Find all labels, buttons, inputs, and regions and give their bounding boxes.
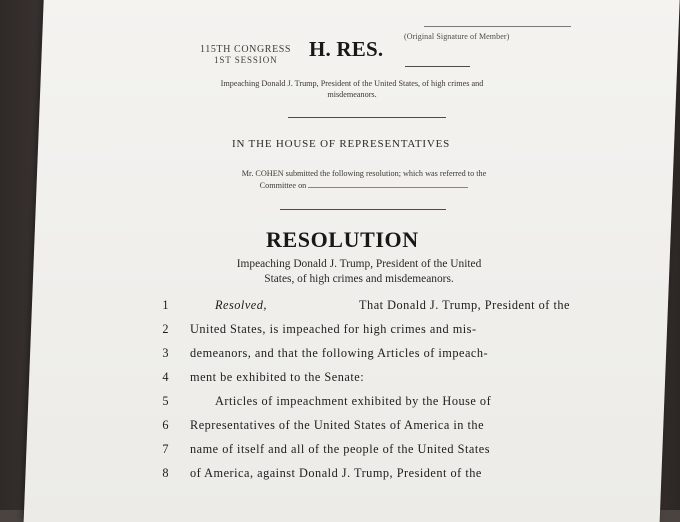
text-line (155, 322, 575, 346)
text-line (155, 370, 575, 394)
line-content: Representatives of the United States of America in the (190, 418, 485, 432)
line-text (190, 322, 570, 337)
divider-rule (280, 209, 446, 210)
line-text (190, 370, 570, 385)
divider-rule (288, 117, 446, 118)
line-content: United States, is impeached for high crimes and mis- (190, 322, 477, 336)
line-number: 4 (162, 370, 169, 384)
intro-committee: Committee on (259, 181, 307, 190)
resolved-clause: Resolved, (215, 298, 267, 312)
signature-line (424, 26, 571, 27)
line-number: 2 (162, 322, 169, 336)
line-content: That Donald J. Trump, President of the (359, 298, 570, 312)
text-line (155, 346, 575, 370)
line-content: ment be exhibited to the Senate: (190, 370, 365, 384)
document-page (24, 0, 680, 522)
intro-sponsor: COHEN (255, 169, 284, 178)
measure-label: H. RES. (309, 37, 384, 61)
congress-label: 115TH CONGRESS (200, 44, 292, 55)
line-text (190, 418, 570, 433)
resolution-subtitle (194, 257, 524, 287)
line-text (215, 394, 570, 409)
house-heading: IN THE HOUSE OF REPRESENTATIVES (232, 138, 451, 150)
line-text (190, 346, 570, 361)
line-content: of America, against Donald J. Trump, President of the (190, 466, 482, 480)
line-number: 6 (162, 418, 169, 432)
text-line (155, 442, 575, 466)
committee-blank-line (308, 179, 468, 188)
document-content (44, 0, 680, 522)
line-text (215, 298, 570, 313)
numbered-text-block (155, 298, 575, 490)
subtitle-line-1: Impeaching Donald J. Trump, President of the United (236, 258, 482, 270)
line-text (190, 466, 570, 481)
session-label: 1ST SESSION (214, 55, 278, 65)
line-content: Articles of impeachment exhibited by the House of (215, 394, 492, 408)
line-text (190, 442, 570, 457)
line-number: 3 (162, 346, 169, 360)
subtitle-line-2: States, of high crimes and misdemeanors. (264, 273, 454, 285)
measure-number-line (405, 66, 470, 67)
intro-prefix: Mr. (241, 169, 254, 178)
line-number: 7 (162, 442, 169, 456)
text-line (155, 466, 575, 490)
text-line (155, 298, 575, 322)
congress-session-block (200, 45, 291, 65)
intro-body: submitted the following resolution; which was referred to the (285, 169, 487, 178)
line-number: 5 (162, 394, 169, 408)
line-content: name of itself and all of the people of the United States (190, 442, 490, 456)
introduction-text (200, 168, 528, 191)
resolution-heading: RESOLUTION (266, 227, 419, 252)
text-line (155, 394, 575, 418)
signature-label: (Original Signature of Member) (404, 32, 510, 41)
header-title: Impeaching Donald J. Trump, President of the United States, of high crimes and misdemeanors. (220, 79, 484, 99)
line-content: demeanors, and that the following Articles of impeach- (190, 346, 489, 360)
line-number: 8 (162, 466, 169, 480)
line-number: 1 (162, 298, 169, 312)
text-line (155, 418, 575, 442)
